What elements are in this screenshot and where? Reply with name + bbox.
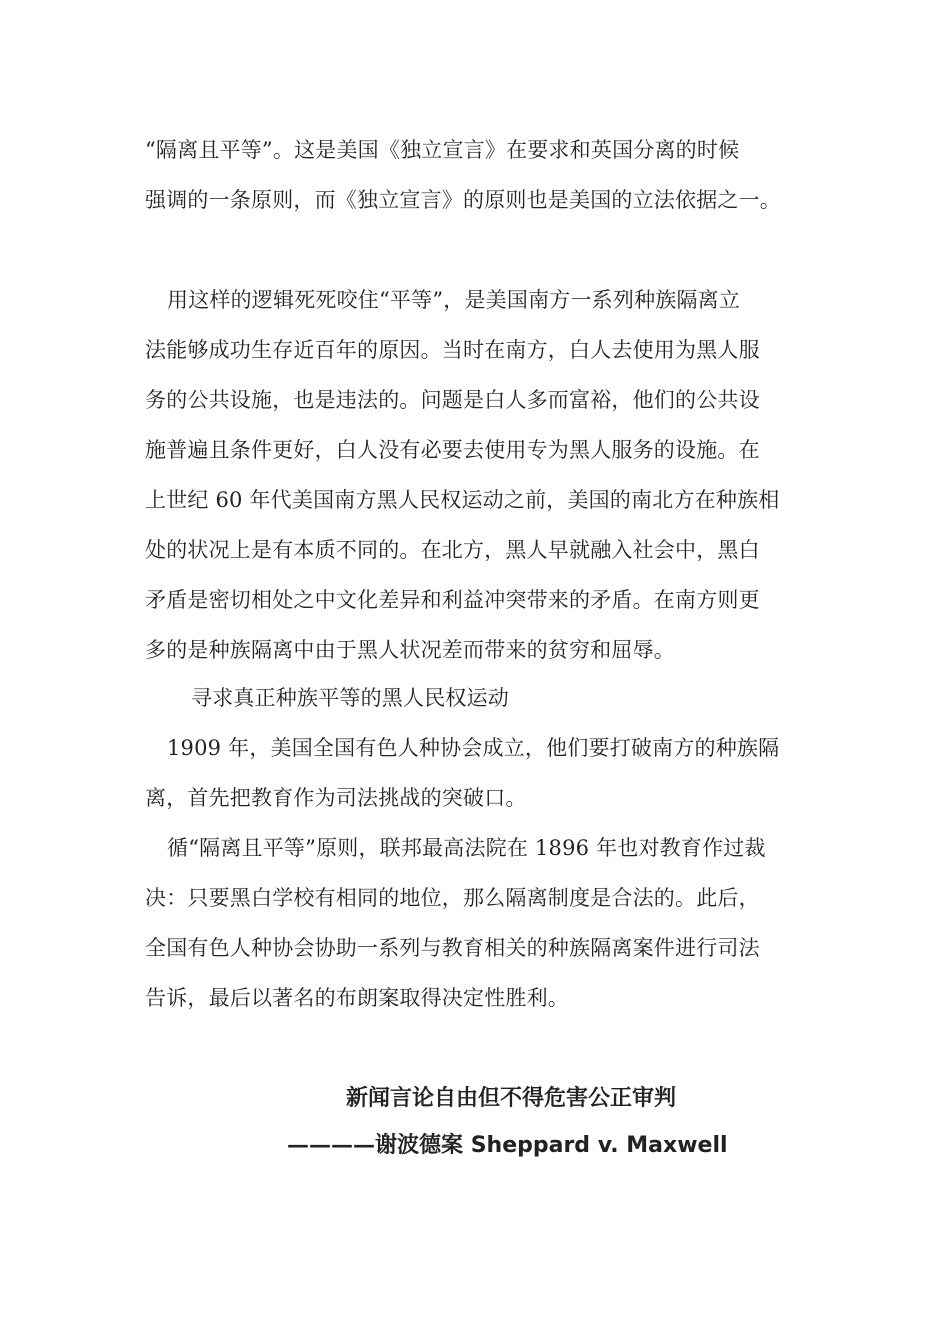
text-line: 务的公共设施，也是违法的。问题是白人多而富裕，他们的公共设 bbox=[145, 388, 760, 412]
paragraph-equality-principle bbox=[145, 125, 815, 225]
text-line: 上世纪 60 年代美国南方黑人民权运动之前，美国的南北方在种族相 bbox=[145, 488, 780, 512]
next-section-subtitle bbox=[287, 1125, 728, 1166]
text-line: 多的是种族隔离中由于黑人状况差而带来的贫穷和屈辱。 bbox=[145, 638, 675, 662]
paragraph-southern-segregation bbox=[145, 275, 815, 675]
text-line: 离，首先把教育作为司法挑战的突破口。 bbox=[145, 786, 527, 810]
text-line: 用这样的逻辑死死咬住“平等”，是美国南方一系列种族隔离立 bbox=[167, 288, 741, 312]
paragraph-education-rulings bbox=[145, 823, 815, 1023]
text-line: 循“隔离且平等”原则，联邦最高法院在 1896 年也对教育作过裁 bbox=[167, 836, 766, 860]
section-heading: 寻求真正种族平等的黑人民权运动 bbox=[191, 686, 509, 710]
text-line: 法能够成功生存近百年的原因。当时在南方，白人去使用为黑人服 bbox=[145, 338, 760, 362]
paragraph-naacp-founding bbox=[145, 723, 815, 823]
section-heading-civil-rights bbox=[145, 673, 815, 723]
text-line: 处的状况上是有本质不同的。在北方，黑人早就融入社会中，黑白 bbox=[145, 538, 760, 562]
text-line: 1909 年，美国全国有色人种协会成立，他们要打破南方的种族隔 bbox=[167, 736, 780, 760]
text-line: 施普遍且条件更好，白人没有必要去使用专为黑人服务的设施。在 bbox=[145, 438, 760, 462]
subtitle-prefix: ————谢波德案 bbox=[287, 1132, 464, 1158]
text-line: 全国有色人种协会协助一系列与教育相关的种族隔离案件进行司法 bbox=[145, 936, 760, 960]
next-section-title: 新闻言论自由但不得危害公正审判 bbox=[346, 1085, 677, 1111]
text-line: 告诉，最后以著名的布朗案取得决定性胜利。 bbox=[145, 986, 569, 1010]
text-line: “隔离且平等”。这是美国《独立宣言》在要求和英国分离的时候 bbox=[145, 138, 740, 162]
text-line: 矛盾是密切相处之中文化差异和利益冲突带来的矛盾。在南方则更 bbox=[145, 588, 760, 612]
text-line: 强调的一条原则，而《独立宣言》的原则也是美国的立法依据之一。 bbox=[145, 188, 781, 212]
text-line: 决：只要黑白学校有相同的地位，那么隔离制度是合法的。此后， bbox=[145, 886, 760, 910]
case-name: Sheppard v. Maxwell bbox=[470, 1133, 728, 1158]
